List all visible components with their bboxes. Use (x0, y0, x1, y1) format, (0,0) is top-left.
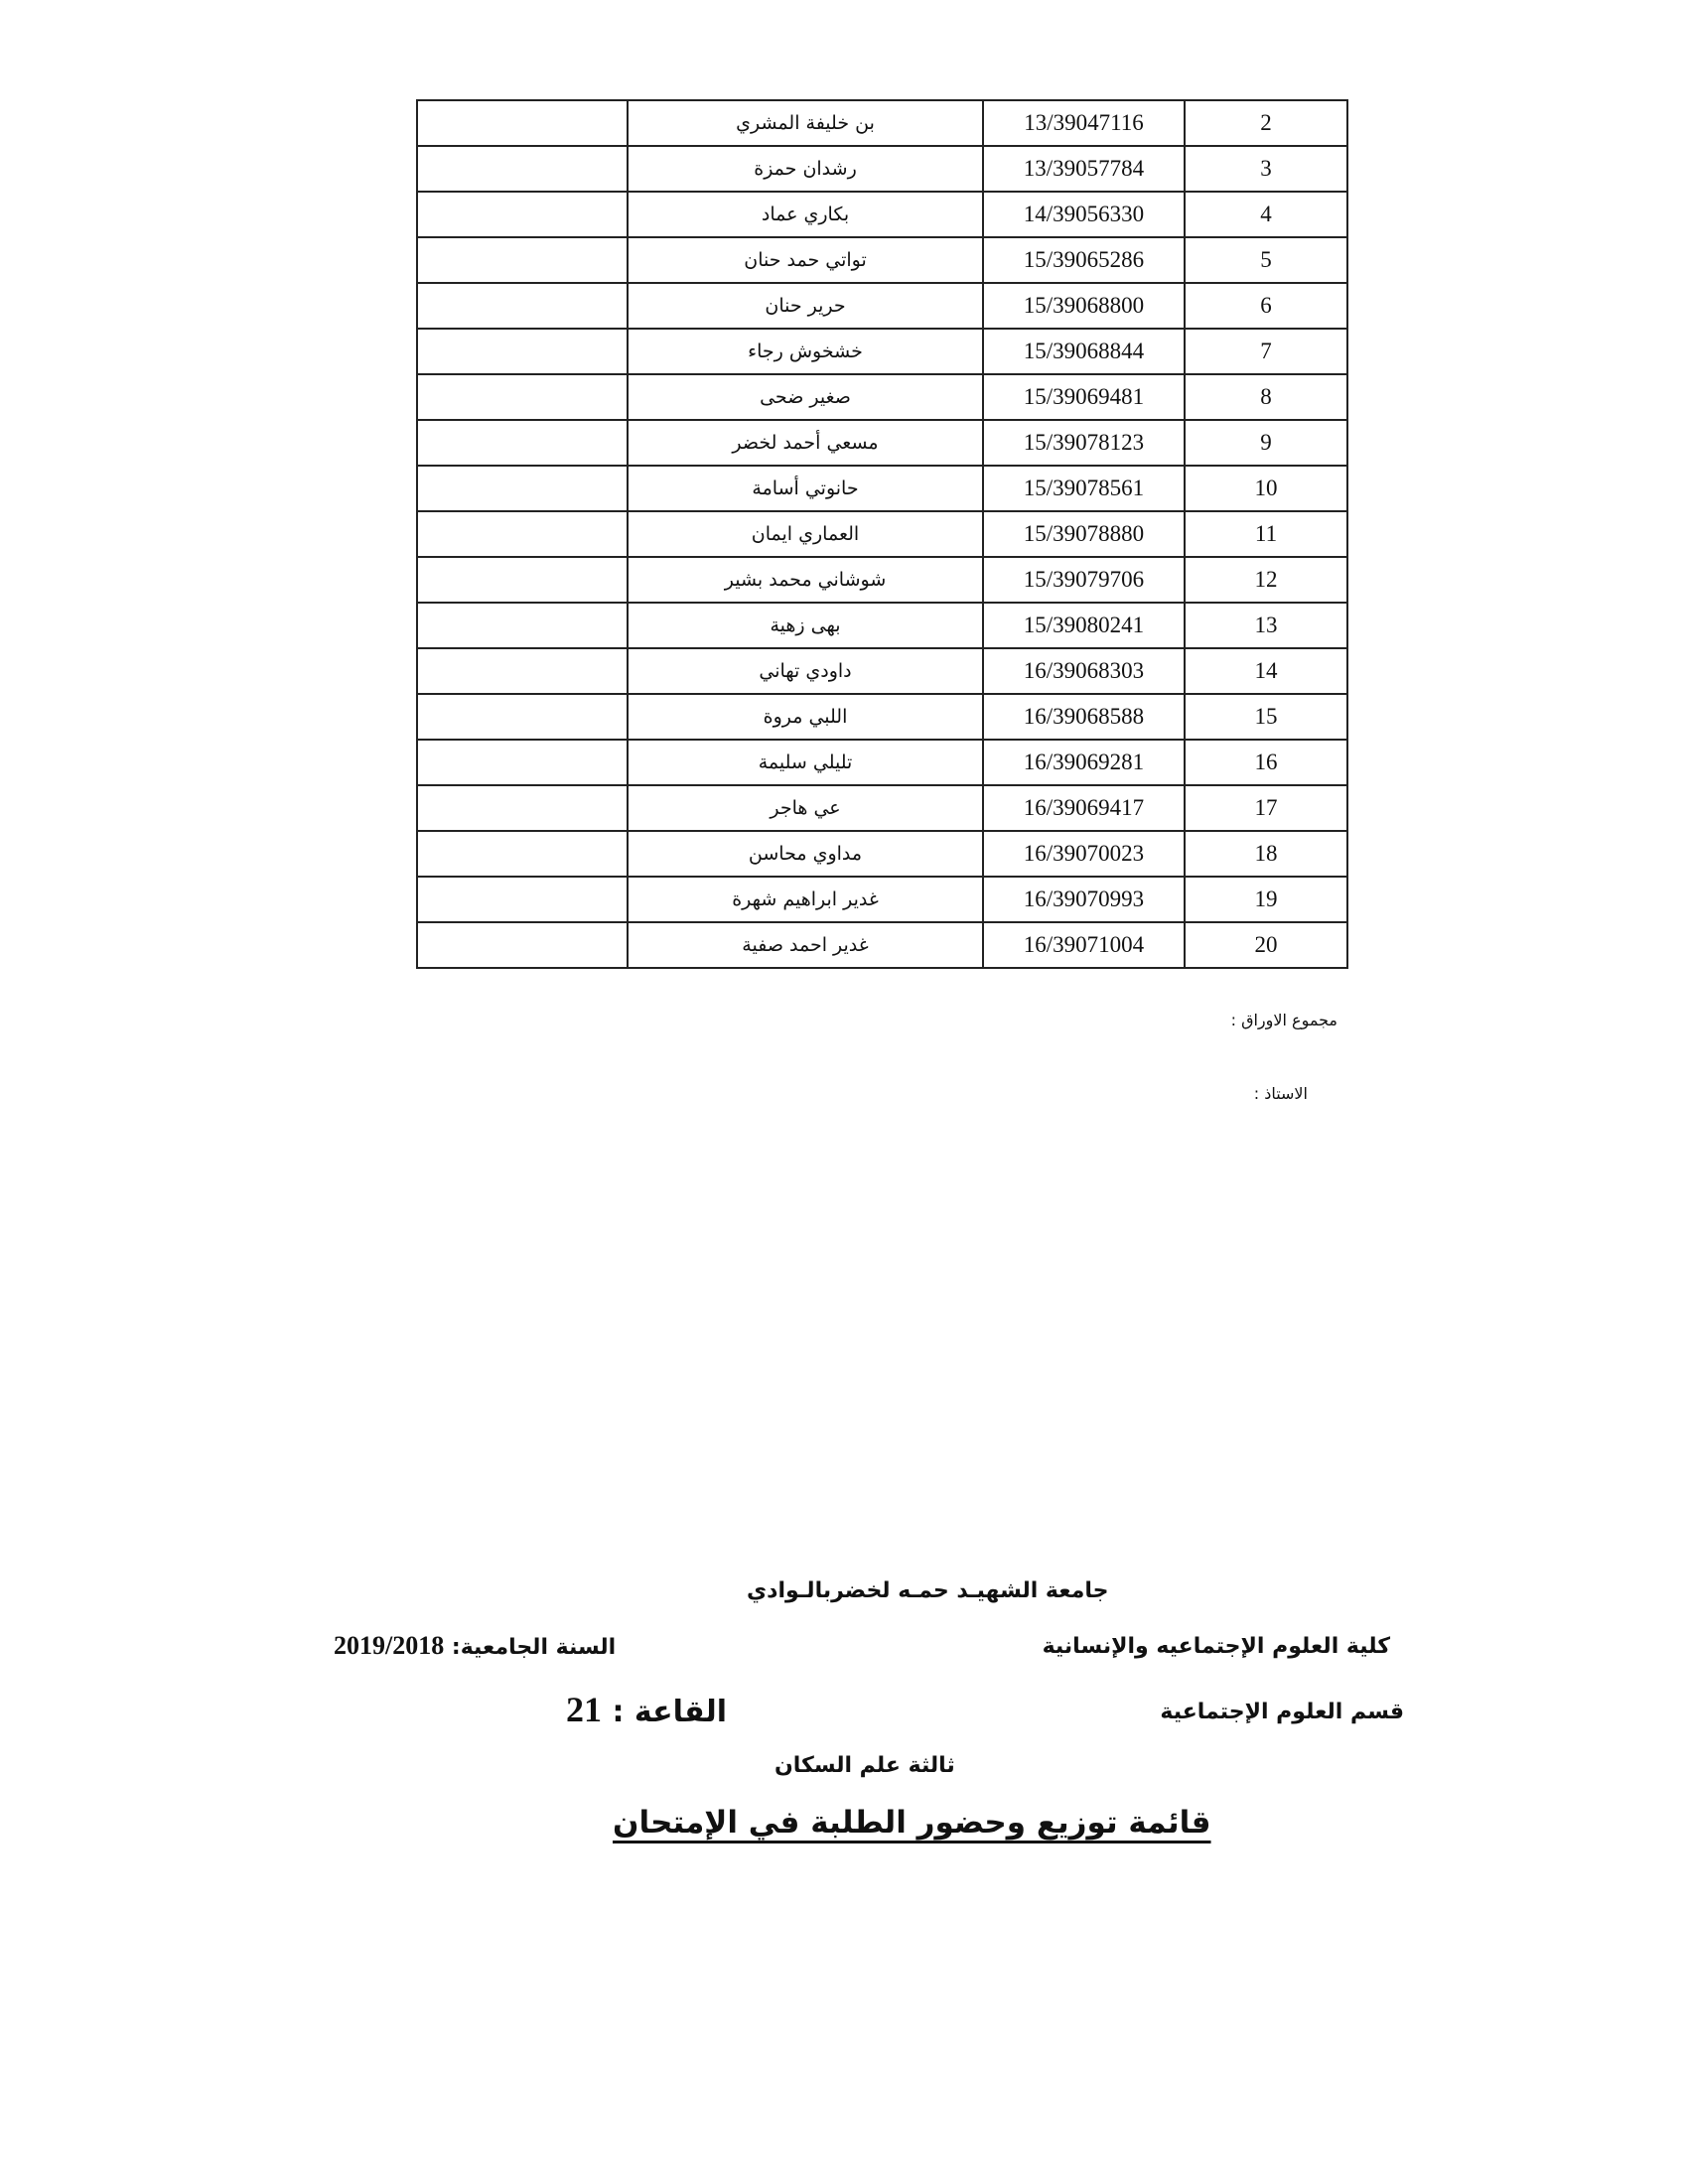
student-name-cell: تليلي سليمة (628, 740, 983, 785)
table-row (417, 100, 1347, 146)
table-row (417, 146, 1347, 192)
registration-number-cell: 16/39071004 (983, 922, 1185, 968)
registration-number-cell: 15/39068800 (983, 283, 1185, 329)
registration-number-cell: 16/39069281 (983, 740, 1185, 785)
table-row (417, 192, 1347, 237)
student-name-cell: رشدان حمزة (628, 146, 983, 192)
student-name-cell: اللبي مروة (628, 694, 983, 740)
row-number-cell: 18 (1185, 831, 1347, 877)
registration-number-cell: 15/39068844 (983, 329, 1185, 374)
signature-cell (417, 100, 628, 146)
table-row (417, 283, 1347, 329)
row-number-cell: 8 (1185, 374, 1347, 420)
row-number-cell: 10 (1185, 466, 1347, 511)
university-name: جامعة الشهيـد حمـه لخضربالـوادي (747, 1578, 1109, 1603)
registration-number-cell: 16/39069417 (983, 785, 1185, 831)
row-number-cell: 19 (1185, 877, 1347, 922)
table-row (417, 877, 1347, 922)
academic-year-label: السنة الجامعية: (451, 1635, 617, 1660)
row-number-cell: 12 (1185, 557, 1347, 603)
signature-cell (417, 694, 628, 740)
table-row (417, 740, 1347, 785)
student-name-cell: بهى زهية (628, 603, 983, 648)
signature-cell (417, 740, 628, 785)
student-name-cell: بن خليفة المشري (628, 100, 983, 146)
department-name: قسم العلوم الإجتماعية (1160, 1700, 1404, 1724)
student-name-cell: خشخوش رجاء (628, 329, 983, 374)
student-name-cell: عي هاجر (628, 785, 983, 831)
faculty-name: كلية العلوم الإجتماعيه والإنسانية (1042, 1634, 1390, 1659)
table-row (417, 603, 1347, 648)
student-name-cell: العماري ايمان (628, 511, 983, 557)
student-name-cell: بكاري عماد (628, 192, 983, 237)
row-number-cell: 16 (1185, 740, 1347, 785)
list-title: قائمة توزيع وحضور الطلبة في الإمتحان (613, 1805, 1211, 1841)
exam-hall (566, 1689, 727, 1730)
row-number-cell: 9 (1185, 420, 1347, 466)
signature-cell (417, 192, 628, 237)
table-row (417, 694, 1347, 740)
signature-cell (417, 603, 628, 648)
student-name-cell: غدير احمد صفية (628, 922, 983, 968)
table-row (417, 466, 1347, 511)
table-row (417, 420, 1347, 466)
row-number-cell: 13 (1185, 603, 1347, 648)
row-number-cell: 17 (1185, 785, 1347, 831)
signature-cell (417, 374, 628, 420)
study-level: ثالثة علم السكان (774, 1753, 955, 1778)
row-number-cell: 11 (1185, 511, 1347, 557)
signature-cell (417, 466, 628, 511)
row-number-cell: 20 (1185, 922, 1347, 968)
table-row (417, 329, 1347, 374)
table-row (417, 557, 1347, 603)
registration-number-cell: 15/39069481 (983, 374, 1185, 420)
signature-cell (417, 648, 628, 694)
table-row (417, 922, 1347, 968)
signature-cell (417, 329, 628, 374)
signature-cell (417, 922, 628, 968)
total-papers-label: مجموع الاوراق : (1230, 1011, 1337, 1029)
row-number-cell: 14 (1185, 648, 1347, 694)
attendance-table (416, 99, 1348, 969)
registration-number-cell: 15/39078880 (983, 511, 1185, 557)
student-name-cell: تواتي حمد حنان (628, 237, 983, 283)
registration-number-cell: 14/39056330 (983, 192, 1185, 237)
signature-cell (417, 146, 628, 192)
registration-number-cell: 15/39078561 (983, 466, 1185, 511)
hall-number: 21 (566, 1690, 602, 1729)
registration-number-cell: 16/39070023 (983, 831, 1185, 877)
academic-year (334, 1631, 616, 1661)
registration-number-cell: 16/39068303 (983, 648, 1185, 694)
signature-cell (417, 557, 628, 603)
row-number-cell: 5 (1185, 237, 1347, 283)
student-name-cell: حرير حنان (628, 283, 983, 329)
table-row (417, 237, 1347, 283)
registration-number-cell: 15/39065286 (983, 237, 1185, 283)
signature-cell (417, 785, 628, 831)
registration-number-cell: 15/39078123 (983, 420, 1185, 466)
registration-number-cell: 13/39057784 (983, 146, 1185, 192)
registration-number-cell: 15/39079706 (983, 557, 1185, 603)
row-number-cell: 3 (1185, 146, 1347, 192)
student-name-cell: داودي تهاني (628, 648, 983, 694)
professor-label: الاستاذ : (1253, 1084, 1308, 1103)
student-name-cell: صغير ضحى (628, 374, 983, 420)
table-row (417, 831, 1347, 877)
signature-cell (417, 831, 628, 877)
registration-number-cell: 16/39068588 (983, 694, 1185, 740)
row-number-cell: 15 (1185, 694, 1347, 740)
registration-number-cell: 13/39047116 (983, 100, 1185, 146)
row-number-cell: 6 (1185, 283, 1347, 329)
student-name-cell: شوشاني محمد بشير (628, 557, 983, 603)
student-name-cell: مداوي محاسن (628, 831, 983, 877)
hall-label: القاعة : (612, 1695, 727, 1729)
student-name-cell: حانوتي أسامة (628, 466, 983, 511)
row-number-cell: 2 (1185, 100, 1347, 146)
table-row (417, 374, 1347, 420)
table-row (417, 648, 1347, 694)
signature-cell (417, 237, 628, 283)
signature-cell (417, 283, 628, 329)
student-name-cell: غدير ابراهيم شهرة (628, 877, 983, 922)
row-number-cell: 4 (1185, 192, 1347, 237)
academic-year-value: 2019/2018 (334, 1631, 445, 1660)
signature-cell (417, 511, 628, 557)
row-number-cell: 7 (1185, 329, 1347, 374)
signature-cell (417, 877, 628, 922)
table-row (417, 785, 1347, 831)
registration-number-cell: 15/39080241 (983, 603, 1185, 648)
table-row (417, 511, 1347, 557)
registration-number-cell: 16/39070993 (983, 877, 1185, 922)
signature-cell (417, 420, 628, 466)
student-name-cell: مسعي أحمد لخضر (628, 420, 983, 466)
